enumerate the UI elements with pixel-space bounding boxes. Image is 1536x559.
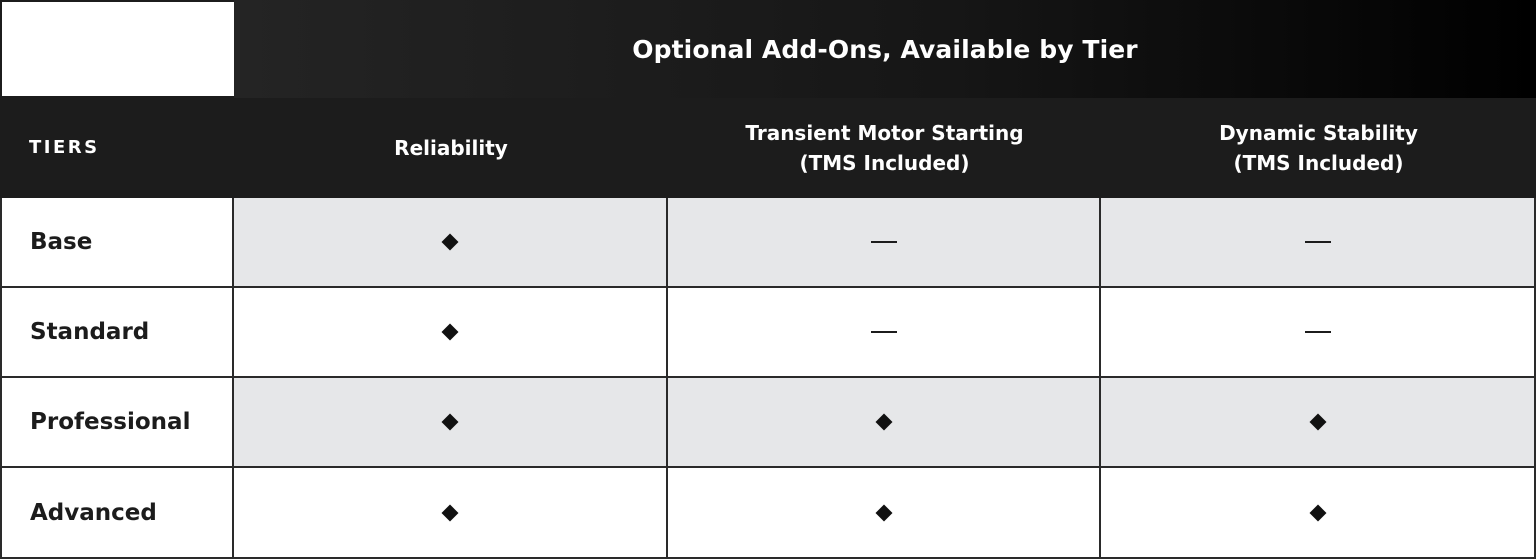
table-cell bbox=[668, 198, 1101, 288]
table-cell bbox=[1101, 288, 1536, 378]
table-cell bbox=[234, 288, 668, 378]
table-cell bbox=[234, 468, 668, 559]
table-cell bbox=[1101, 378, 1536, 468]
table-corner bbox=[0, 0, 234, 98]
diamond-icon bbox=[442, 414, 459, 431]
tier-label: Base bbox=[0, 198, 234, 288]
dash-icon bbox=[1305, 241, 1331, 243]
column-header-transient-motor-starting-label: Transient Motor Starting (TMS Included) bbox=[745, 121, 1024, 175]
column-header-reliability-label: Reliability bbox=[394, 136, 508, 160]
column-header-reliability bbox=[234, 98, 668, 198]
column-header-dynamic-stability bbox=[1101, 98, 1536, 198]
column-header-tiers: TIERS bbox=[0, 98, 234, 198]
table-cell bbox=[668, 288, 1101, 378]
dash-icon bbox=[871, 241, 897, 243]
column-header-transient-motor-starting bbox=[668, 98, 1101, 198]
tier-label: Standard bbox=[0, 288, 234, 378]
dash-icon bbox=[1305, 331, 1331, 333]
dash-icon bbox=[871, 331, 897, 333]
column-header-dynamic-stability-label: Dynamic Stability (TMS Included) bbox=[1219, 121, 1418, 175]
table-cell bbox=[234, 198, 668, 288]
tier-label: Professional bbox=[0, 378, 234, 468]
diamond-icon bbox=[442, 504, 459, 521]
table-title: Optional Add-Ons, Available by Tier bbox=[234, 0, 1536, 98]
diamond-icon bbox=[875, 504, 892, 521]
table-cell bbox=[668, 378, 1101, 468]
table-cell bbox=[668, 468, 1101, 559]
diamond-icon bbox=[442, 234, 459, 251]
diamond-icon bbox=[1309, 414, 1326, 431]
table-cell bbox=[1101, 468, 1536, 559]
diamond-icon bbox=[1309, 504, 1326, 521]
tier-label: Advanced bbox=[0, 468, 234, 559]
diamond-icon bbox=[875, 414, 892, 431]
diamond-icon bbox=[442, 324, 459, 341]
table-cell bbox=[234, 378, 668, 468]
table-cell bbox=[1101, 198, 1536, 288]
